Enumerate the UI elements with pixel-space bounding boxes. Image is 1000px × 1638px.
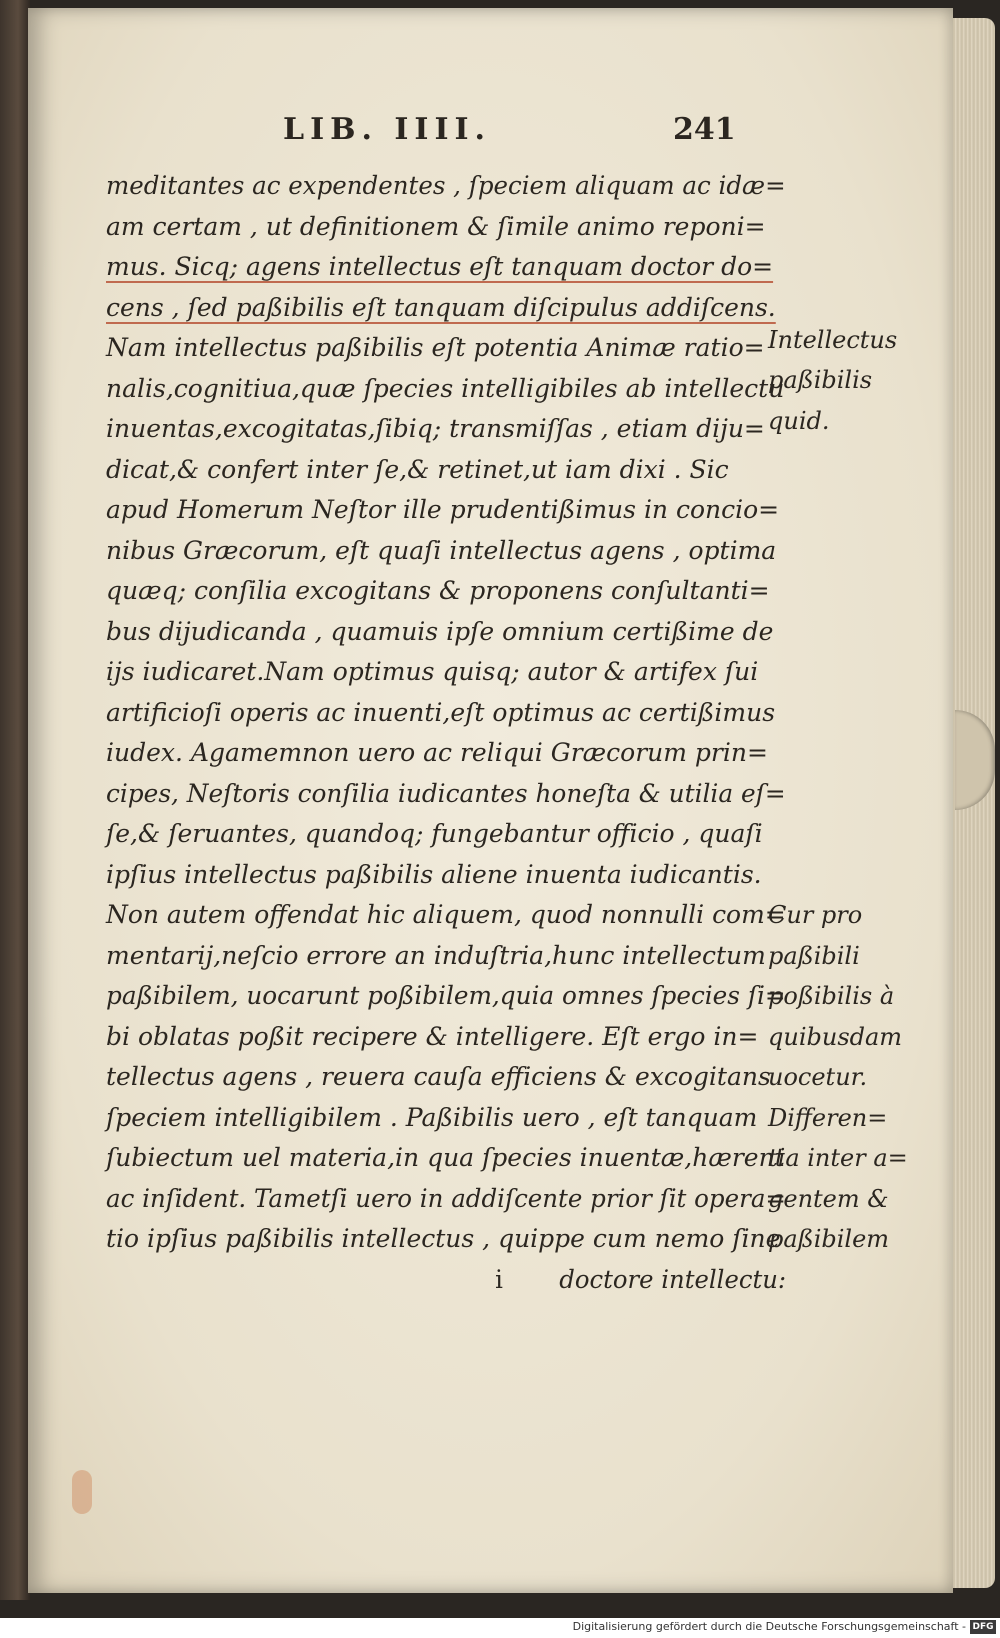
marginal-note-1-line-2: paßibilis [768, 366, 873, 394]
marginal-note-2-line-2: paßibili [768, 942, 860, 970]
text-line-26: ac inſident. Tametſi uero in addiſcente prior ſit opera= [106, 1183, 786, 1213]
text-line-23: tellectus agens , reuera cauſa efficiens & excogitans [106, 1062, 771, 1091]
text-line-7: inuentas,excogitatas,ſibiq; transmiſſas , etiam diju= [106, 414, 765, 443]
marginal-note-3-line-3: gentem & [768, 1185, 889, 1213]
text-line-1: meditantes ac expendentes , ſpeciem aliquam ac idæ= [106, 171, 786, 200]
text-line-19: Non autem offendat hic aliquem, quod nonnulli com= [106, 900, 786, 929]
dfg-logo: DFG [970, 1620, 996, 1634]
marginal-note-2-line-3: poßibilis à [768, 982, 895, 1010]
text-line-10: nibus Græcorum, eſt quaſi intellectus agens , optima [106, 535, 777, 565]
text-line-15: iudex. Agamemnon uero ac reliqui Græcorum prin= [106, 738, 768, 767]
marginal-note-3-line-4: paßibilem [768, 1225, 890, 1253]
text-line-5: Nam intellectus paßibilis eſt potentia Animæ ratio= [106, 333, 765, 362]
text-line-16: cipes, Neſtoris conſilia iudicantes honeſta & utilia eſ= [106, 778, 786, 808]
book-cover-left [0, 0, 30, 1600]
marginal-note-3-line-2: tia inter a= [768, 1144, 908, 1172]
text-line-9: apud Homerum Neſtor ille prudentißimus in concio= [106, 495, 780, 524]
body-text [106, 166, 786, 1300]
text-line-25: ſubiectum uel materia,in qua ſpecies inuentæ,hærent [106, 1143, 785, 1172]
text-line-21: paßibilem, uocarunt poßibilem,quia omnes ſpecies ſi= [106, 981, 786, 1010]
text-line-6: nalis,cognitiua,quæ ſpecies intelligibiles ab intellectu [106, 373, 785, 403]
book-page [28, 8, 953, 1593]
text-line-3: mus. Sicq; agens intellectus eſt tanquam doctor do= [106, 252, 774, 281]
signature-mark: i [495, 1264, 503, 1294]
text-line-20: mentarij,neſcio errore an induſtria,hunc intellectum [106, 940, 766, 970]
text-line-18: ipſius intellectus paßibilis aliene inuenta iudicantis. [106, 859, 762, 889]
marginal-note-1-line-1: Intellectus [768, 326, 898, 354]
running-head: LIB. IIII. [283, 112, 491, 147]
marginal-note-3-line-1: Differen= [768, 1104, 888, 1132]
paper-stain [72, 1470, 92, 1514]
text-line-13: ijs iudicaret.Nam optimus quisq; autor & artifex ſui [106, 657, 759, 686]
text-line-27: tio ipſius paßibilis intellectus , quippe cum nemo ſine [106, 1224, 781, 1253]
catchword-line [106, 1260, 787, 1301]
text-line-2: am certam , ut definitionem & ſimile animo reponi= [106, 211, 766, 241]
text-line-4: cens , ſed paßibilis eſt tanquam diſcipulus addiſcens. [106, 292, 776, 322]
text-line-24: ſpeciem intelligibilem . Paßibilis uero , eſt tanquam [106, 1102, 758, 1132]
text-line-14: artificioſi operis ac inuenti,eſt optimus ac certißimus [106, 697, 776, 727]
marginal-note-1-line-3: quid. [768, 407, 830, 435]
text-line-12: bus dijudicanda , quamuis ipſe omnium certißime de [106, 616, 774, 646]
marginal-note-2-line-4: quibusdam [768, 1023, 903, 1051]
footer-credit: Digitalisierung gefördert durch die Deutsche Forschungsgemeinschaft - [572, 1620, 966, 1633]
catchword: doctore intellectu: [559, 1264, 787, 1294]
page-number: 241 [673, 112, 736, 147]
text-line-17: ſe,& ſeruantes, quandoq; fungebantur officio , quaſi [106, 819, 763, 848]
marginal-note-2-line-5: uocetur. [768, 1063, 868, 1091]
text-line-22: bi oblatas poßit recipere & intelligere. Eſt ergo in= [106, 1021, 759, 1051]
marginal-note-2-line-1: Cur pro [768, 901, 863, 929]
text-line-11: quæq; conſilia excogitans & proponens conſultanti= [106, 576, 770, 605]
text-line-8: dicat,& confert inter ſe,& retinet,ut iam dixi . Sic [106, 454, 729, 484]
